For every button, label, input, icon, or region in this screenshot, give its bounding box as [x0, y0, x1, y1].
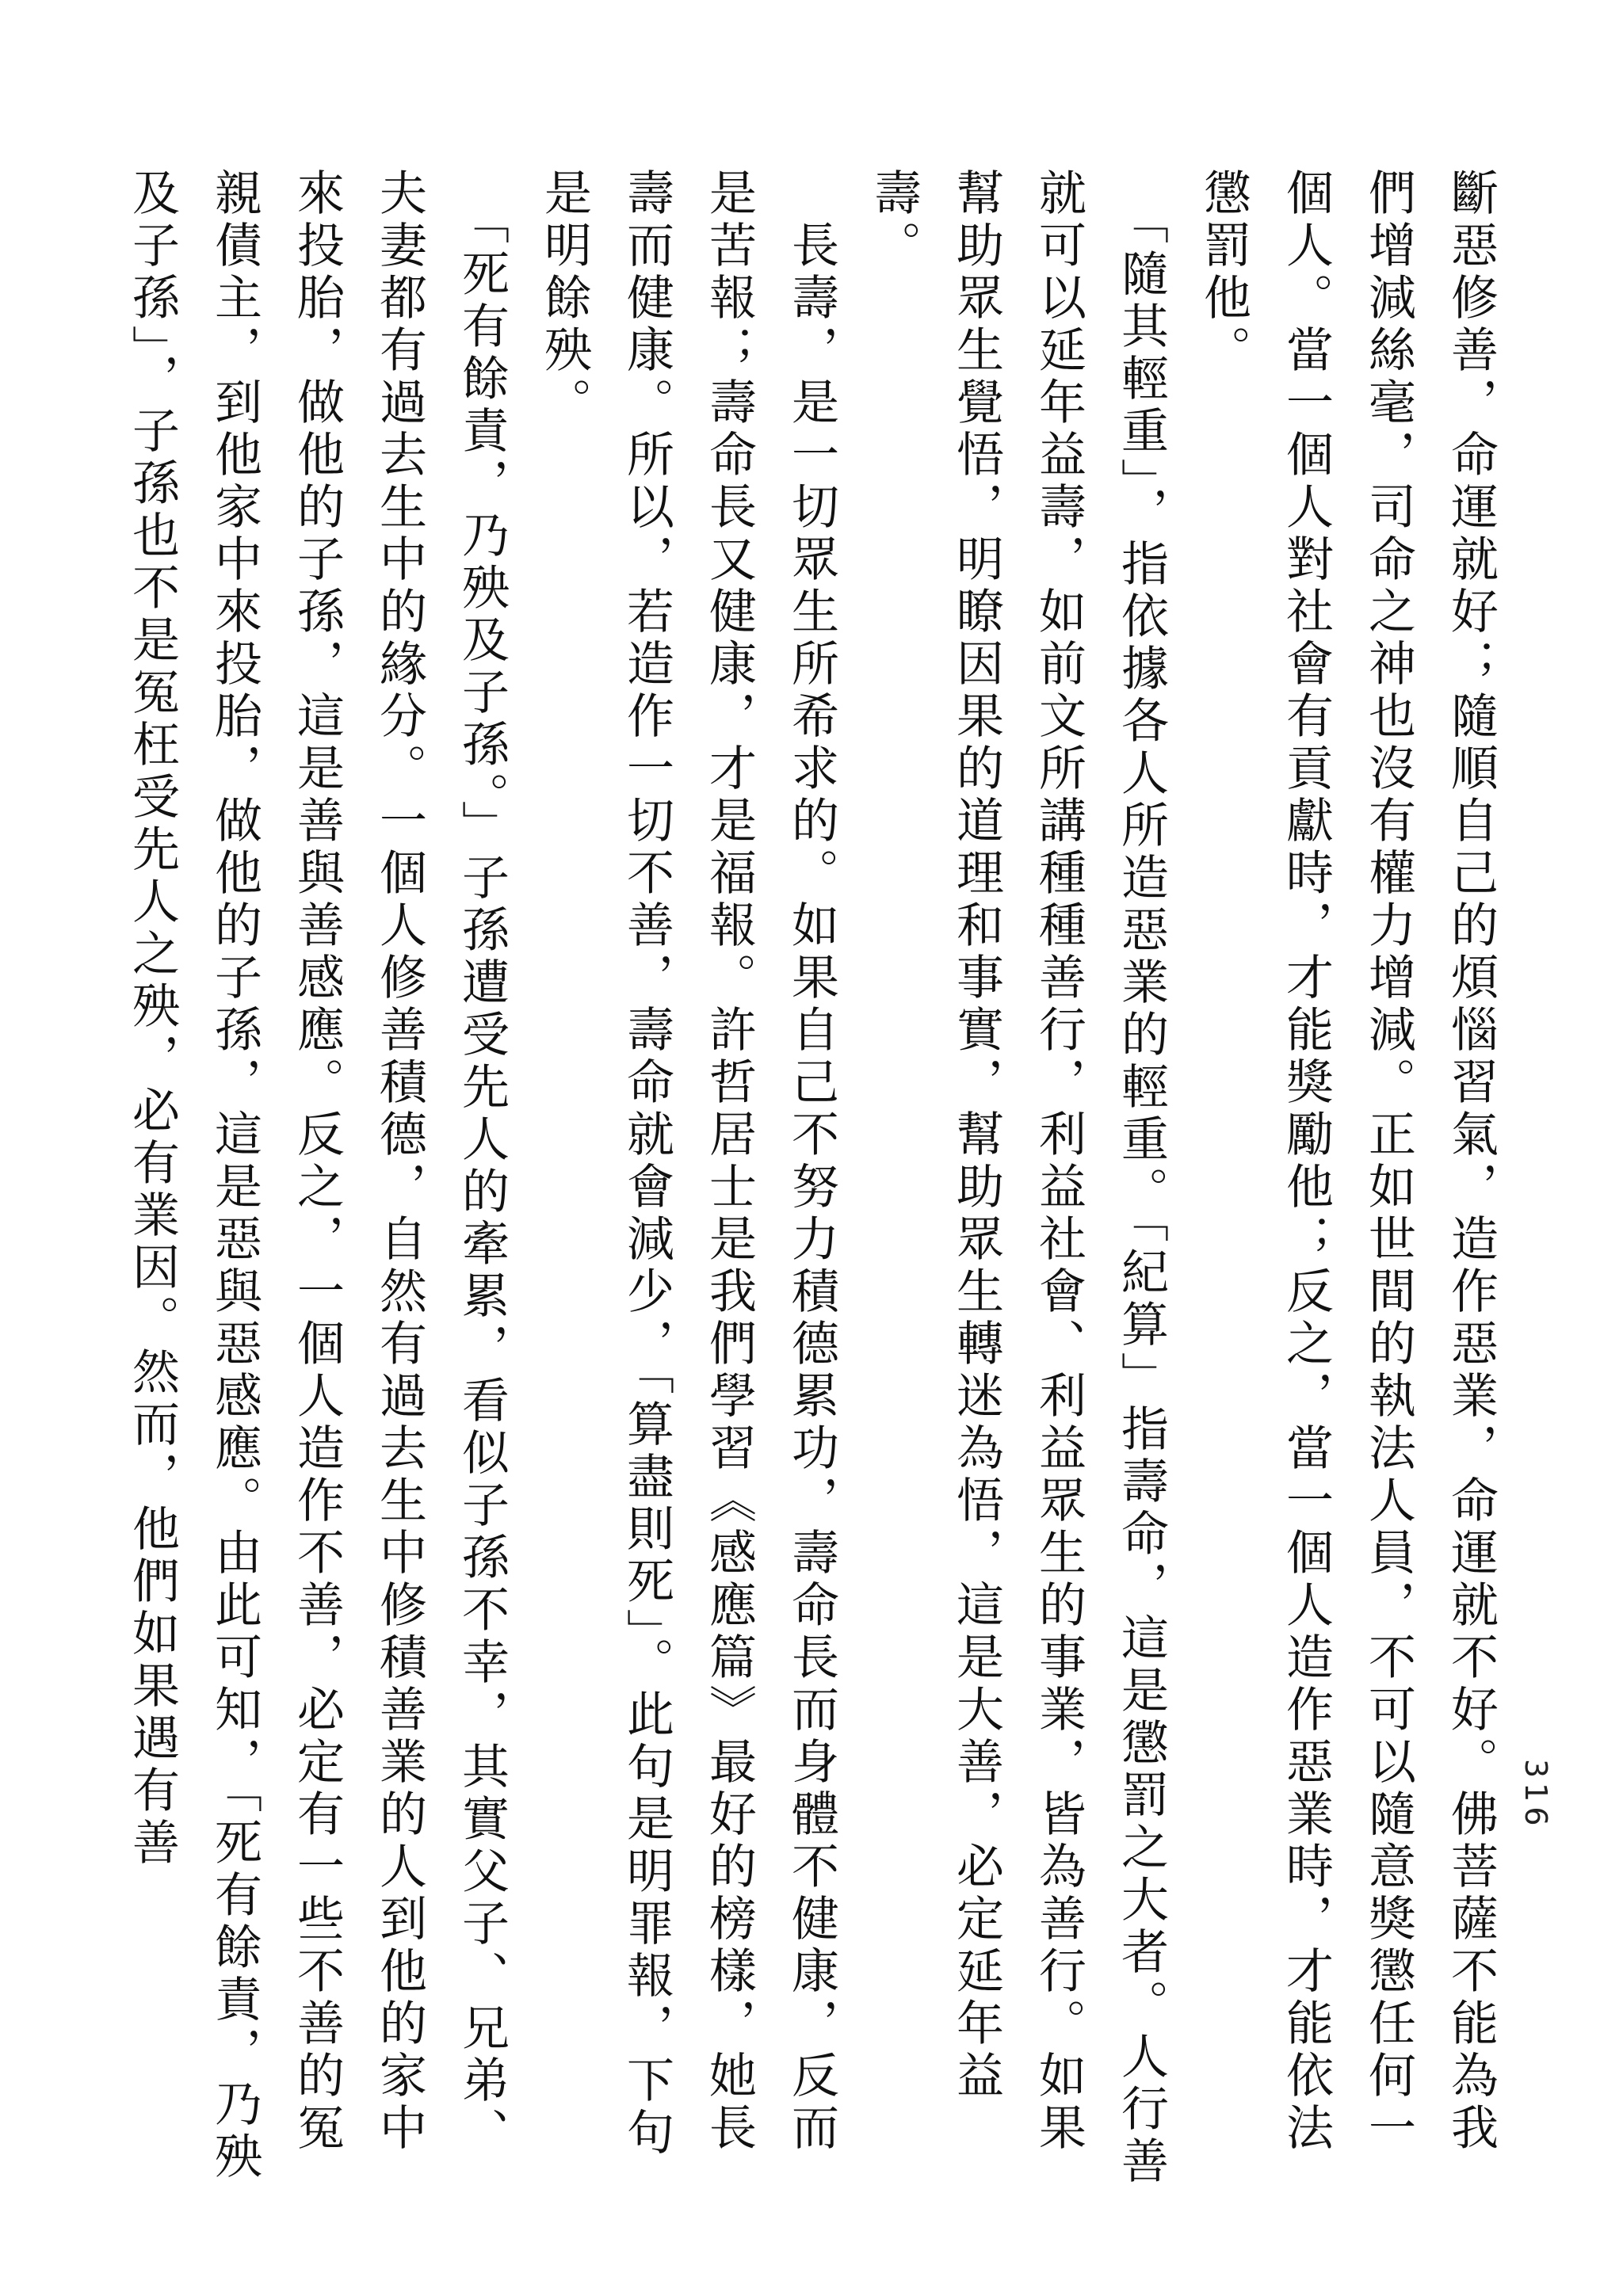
- paragraph: 「死有餘責，乃殃及子孫。」子孫遭受先人的牽累，看似子孫不幸，其實父子、兄弟、夫妻都有過去生中的緣分。一個人修善積德，自然有過去生中修積善業的人到他的家中來投胎，做他的子孫，這是善與善感應。反之，一個人造作不善，必定有一些不善的冤親債主，到他家中來投胎，做他的子孫，這是惡與惡感應。由此可知，「死有餘責，乃殃及子孫」，子孫也不是冤枉受先人之殃，必有業因。然而，他們如果遇有善: [124, 168, 510, 2183]
- paragraph: 斷惡修善，命運就好；隨順自己的煩惱習氣，造作惡業，命運就不好。佛菩薩不能為我們增減絲毫，司命之神也沒有權力增減。正如世間的執法人員，不可以隨意獎懲任何一個人。當一個人對社會有貢獻時，才能獎勵他；反之，當一個人造作惡業時，才能依法懲罰他。: [1196, 168, 1499, 2155]
- paragraph: 「隨其輕重」，指依據各人所造惡業的輕重。「紀算」指壽命，這是懲罰之大者。人行善就可以延年益壽，如前文所講種種善行，利益社會、利益眾生的事業，皆為善行。如果幫助眾生覺悟，明瞭因果的道理和事實，幫助眾生轉迷為悟，這是大善，必定延年益壽。: [866, 168, 1169, 2188]
- body-text: [38, 168, 1512, 2196]
- paragraph: 長壽，是一切眾生所希求的。如果自己不努力積德累功，壽命長而身體不健康，反而是苦報；壽命長又健康，才是福報。許哲居士是我們學習《感應篇》最好的榜樣，她長壽而健康。所以，若造作一切不善，壽命就會減少，「算盡則死」。此句是明罪報，下句是明餘殃。: [537, 168, 839, 2160]
- page-number: 316: [1518, 1759, 1553, 1831]
